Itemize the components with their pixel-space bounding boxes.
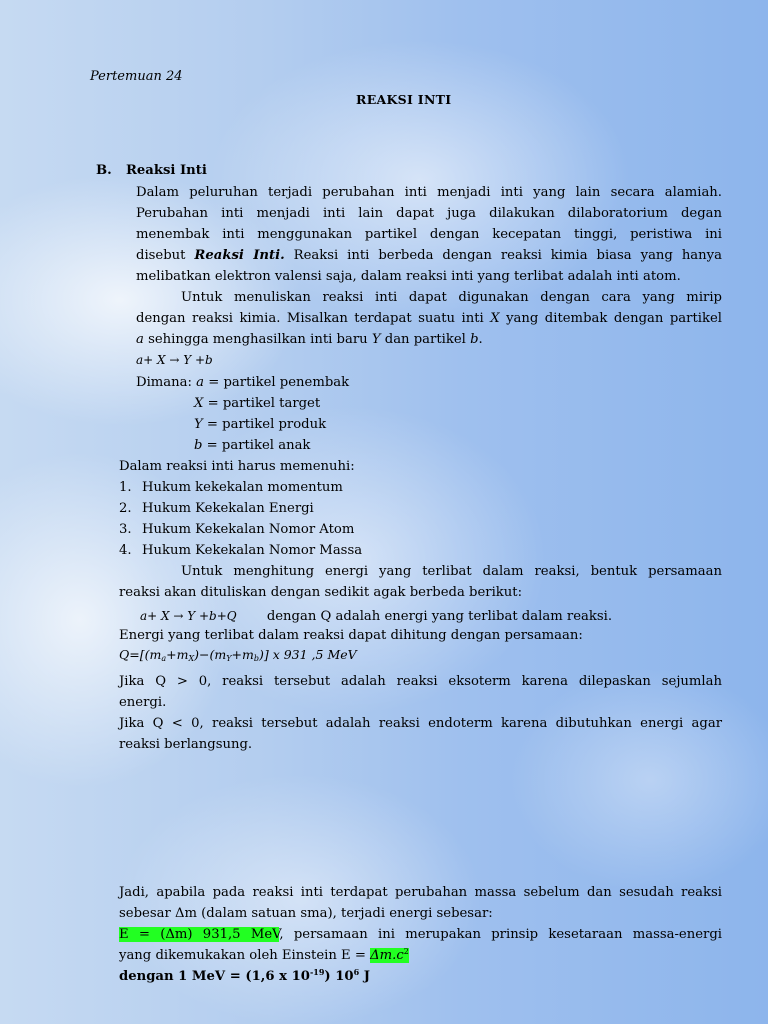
intro-line: Dalam peluruhan terjadi perubahan inti menjadi inti yang lain secara alamiah. [136,185,722,200]
definition-text: = partikel target [203,396,321,411]
formula-part: Δm.c [370,948,404,963]
intro-line [136,245,722,266]
cases-paragraph [119,671,722,755]
formula-part: )−(m [194,647,227,662]
formula-sub: X [188,654,195,663]
writing-paragraph [136,287,722,350]
list-text: Hukum Kekekalan Nomor Atom [142,522,355,537]
case-line: Jika Q > 0, reaksi tersebut adalah reaksi eksoterm karena dilepaskan sejumlah [119,674,722,689]
symbol: X [194,396,204,411]
conversion-line [119,966,722,987]
key-term: Reaksi Inti. [194,248,285,263]
formula-sub: b [253,654,259,663]
list-number: 1. [119,480,132,495]
definition-prefix: Dimana: [136,375,197,390]
conclusion-line [119,945,722,966]
page-title: REAKSI INTI [356,92,452,107]
symbol: b [194,438,203,453]
definition-text: = partikel penembak [204,375,350,390]
section-heading [96,163,207,178]
formula-part: +m [231,647,254,662]
section-title: Reaksi Inti [125,163,207,178]
definition-text: = partikel anak [202,438,311,453]
list-item [119,519,354,540]
case-line: reaksi berlangsung. [119,737,253,752]
section-label: B. [96,163,112,178]
symbol: Y [194,417,203,432]
formula-sub: Y [226,654,232,663]
list-text: Hukum kekekalan momentum [142,480,343,495]
symbol: a [136,332,144,347]
energy-line: Untuk menghitung energi yang terlibat dalam reaksi, bentuk persamaan [181,564,722,579]
conclusion-line [119,924,722,945]
conclusion-line: sebesar Δm (dalam satuan sma), terjadi energi sebesar: [119,906,493,921]
text-fragment: . [478,332,483,347]
case-line: energi. [119,695,167,710]
case-line: Jika Q < 0, reaksi tersebut adalah reaksi endoterm karena dibutuhkan energi agar [119,716,722,731]
text-fragment: Reaksi inti berbeda dengan reaksi kimia biasa yang hanya [284,248,722,263]
q-formula [119,647,357,662]
formula-part: Q=[(m [119,647,162,662]
einstein-formula [370,948,409,963]
highlighted-formula: E = (Δm) 931,5 MeV [119,927,280,942]
text-fragment: dengan reaksi kimia. Misalkan terdapat suatu inti [136,311,491,326]
symbol: Y [371,332,381,347]
list-number: 4. [119,543,132,558]
conclusion-line: Jadi, apabila pada reaksi inti terdapat perubahan massa sebelum dan sesudah reaksi [119,885,722,900]
formula-part: +m [166,647,189,662]
energy-equation-row [140,605,612,627]
symbol: X [490,311,500,326]
text-fragment: dengan 1 MeV = (1,6 x 10 [119,969,310,984]
reaction-equation: a+ X → Y +b [136,353,213,367]
list-item [119,540,362,561]
energy-equation: a+ X → Y +b+Q [140,609,237,623]
conclusion-paragraph [119,882,722,987]
laws-intro: Dalam reaksi inti harus memenuhi: [119,459,355,474]
formula-exponent: 2 [403,947,409,956]
definition-text: = partikel produk [202,417,327,432]
writing-line: Untuk menuliskan reaksi inti dapat digunakan dengan cara yang mirip [181,290,722,305]
text-fragment: J [359,969,371,984]
list-text: Hukum Kekekalan Nomor Massa [142,543,363,558]
energy-equation-note: dengan Q adalah energi yang terlibat dalam reaksi. [266,609,613,624]
list-text: Hukum Kekekalan Energi [142,501,314,516]
text-fragment: ) 10 [324,969,354,984]
formula-exponent: 6 [353,967,360,977]
formula-sub: a [161,654,167,663]
text-fragment: sehingga menghasilkan inti baru [143,332,372,347]
formula-exponent: -19 [309,967,325,977]
list-number: 3. [119,522,132,537]
definition-row [194,435,310,456]
definition-row [194,393,320,414]
intro-line: melibatkan elektron valensi saja, dalam reaksi inti yang terlibat adalah inti atom. [136,269,681,284]
list-number: 2. [119,501,132,516]
symbol: a [196,375,205,390]
list-item [119,477,343,498]
text-fragment: yang ditembak dengan partikel [499,311,722,326]
writing-line [136,329,722,350]
intro-line: Perubahan inti menjadi inti lain dapat juga dilakukan dilaboratorium degan [136,206,722,221]
energy-paragraph [119,561,722,603]
text-fragment: dan partikel [380,332,471,347]
meeting-label: Pertemuan 24 [90,69,183,84]
intro-line: menembak inti menggunakan partikel dengan kecepatan tinggi, peristiwa ini [136,227,722,242]
energy-line: reaksi akan dituliskan dengan sedikit agak berbeda berikut: [119,585,523,600]
list-item [119,498,314,519]
energy-line: Energi yang terlibat dalam reaksi dapat dihitung dengan persamaan: [119,628,583,643]
text-fragment: , persamaan ini merupakan prinsip kesetaraan massa-energi [279,927,722,942]
text-fragment: yang dikemukakan oleh Einstein E = [119,948,371,963]
definition-row [136,372,349,393]
text-fragment: disebut [136,248,195,263]
formula-part: )] x 931 ,5 MeV [258,647,357,662]
symbol: b [470,332,479,347]
writing-line [136,308,722,329]
definition-row [194,414,326,435]
intro-paragraph [136,182,722,287]
